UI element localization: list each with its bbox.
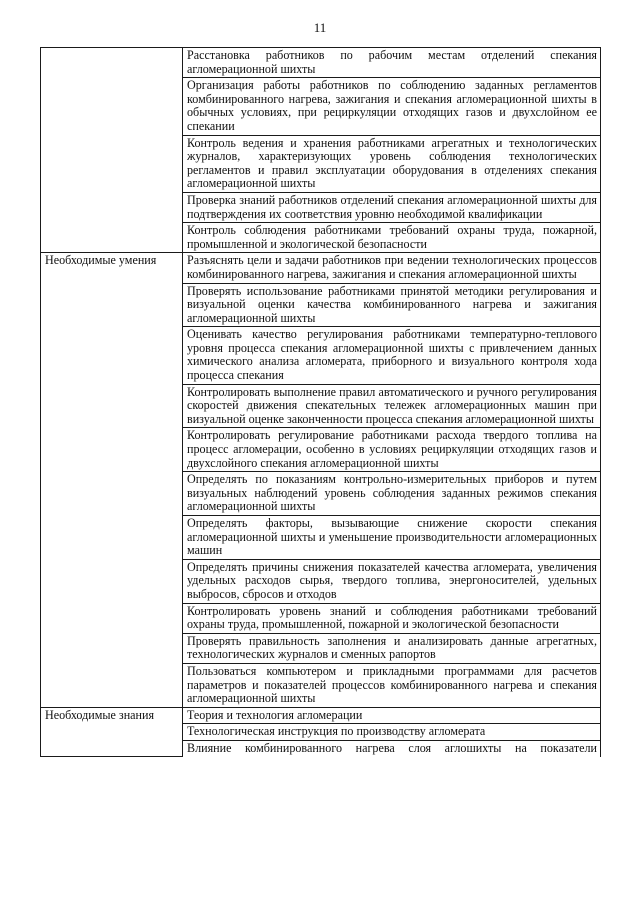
description-cell bbox=[183, 663, 601, 707]
description-text: Организация работы работников по соблюдению заданных регламентов комбинированного нагрева, зажигания и спекания агломерационной шихты в обычных условиях, при рециркуляции отходящих газов и двухслойном ее спекании bbox=[187, 78, 597, 133]
description-cell bbox=[183, 223, 601, 253]
description-cell bbox=[183, 135, 601, 192]
description-cell bbox=[183, 603, 601, 633]
description-text: Определять факторы, вызывающие снижение скорости спекания агломерационной шихты и уменьшение производительности агломерационных машин bbox=[187, 516, 597, 558]
description-text: Контроль соблюдения работниками требований охраны труда, пожарной, промышленной и экологической безопасности bbox=[187, 223, 597, 251]
description-cell bbox=[183, 707, 601, 724]
description-cell bbox=[183, 428, 601, 472]
table-row bbox=[41, 253, 601, 283]
description-text: Контролировать выполнение правил автоматического и ручного регулирования скоростей движения спекательных тележек агломерационных машин при визуальной оценке законченности процесса спекания агломерационной шихты bbox=[187, 384, 597, 426]
description-text: Разъяснять цели и задачи работников при ведении технологических процессов комбинированного нагрева, зажигания и спекания агломерационной шихты bbox=[187, 253, 597, 281]
description-cell bbox=[183, 48, 601, 78]
description-cell bbox=[183, 78, 601, 135]
description-text: Проверять использование работниками принятой методики регулирования и визуальной оценки качества комбинированного нагрева и зажигания агломерационной шихты bbox=[187, 283, 597, 325]
description-text: Контролировать регулирование работниками расхода твердого топлива на процесс агломерации, особенно в условиях рециркуляции отходящих газов и двухслойного спекания агломерационной шихты bbox=[187, 428, 597, 470]
description-cell bbox=[183, 283, 601, 327]
description-cell bbox=[183, 192, 601, 222]
description-text: Теория и технология агломерации bbox=[187, 707, 363, 722]
description-cell bbox=[183, 516, 601, 560]
description-cell bbox=[183, 384, 601, 428]
description-cell bbox=[183, 724, 601, 741]
table-row bbox=[41, 48, 601, 78]
section-label: Необходимые умения bbox=[45, 253, 157, 268]
description-text: Оценивать качество регулирования работниками температурно-теплового уровня процесса спекания агломерационной шихты с привлечением данных химического анализа агломерата, приборного и визуального контроля хода процесса спекания bbox=[187, 327, 597, 383]
description-text: Проверка знаний работников отделений спекания агломерационной шихты для подтверждения их соответствия уровню необходимой квалификации bbox=[187, 192, 597, 221]
description-cell bbox=[183, 327, 601, 384]
page-number: 11 bbox=[313, 20, 327, 35]
description-text: Контролировать уровень знаний и соблюдения работниками требований охраны труда, промышленной, пожарной и экологической безопасности bbox=[187, 603, 597, 632]
section-label-cell bbox=[41, 707, 183, 756]
description-text: Пользоваться компьютером и прикладными программами для расчетов параметров и показателей процессов комбинированного нагрева и спекания агломерационной шихты bbox=[187, 663, 597, 706]
description-cell bbox=[183, 253, 601, 283]
description-text: Определять по показаниям контрольно-измерительных приборов и путем визуальных наблюдений уровень соблюдения заданных режимов спекания агломерационной шихты bbox=[187, 472, 597, 514]
description-cell bbox=[183, 559, 601, 603]
competency-table bbox=[40, 47, 601, 757]
description-cell bbox=[183, 633, 601, 663]
description-cell bbox=[183, 740, 601, 756]
section-label-cell bbox=[41, 253, 183, 707]
description-text: Влияние комбинированного нагрева слоя аглошихты на показатели bbox=[187, 740, 597, 755]
section-label: Необходимые знания bbox=[45, 707, 155, 722]
description-cell bbox=[183, 472, 601, 516]
section-label-cell bbox=[41, 48, 183, 253]
description-text: Контроль ведения и хранения работниками агрегатных и технологических журналов, характеризующих уровень соблюдения технологических регламентов и правил эксплуатации оборудования в отделениях спекания агломерационной шихты bbox=[187, 135, 597, 191]
description-text: Технологическая инструкция по производству агломерата bbox=[187, 724, 486, 739]
description-text: Расстановка работников по рабочим местам отделений спекания агломерационной шихты bbox=[187, 48, 597, 76]
description-text: Определять причины снижения показателей качества агломерата, увеличения удельных расходов сырья, твердого топлива, энергоносителей, удельных выбросов, сбросов и отходов bbox=[187, 559, 597, 601]
description-text: Проверять правильность заполнения и анализировать данные агрегатных, технологических журналов и сменных рапортов bbox=[187, 633, 597, 662]
table-row bbox=[41, 707, 601, 724]
